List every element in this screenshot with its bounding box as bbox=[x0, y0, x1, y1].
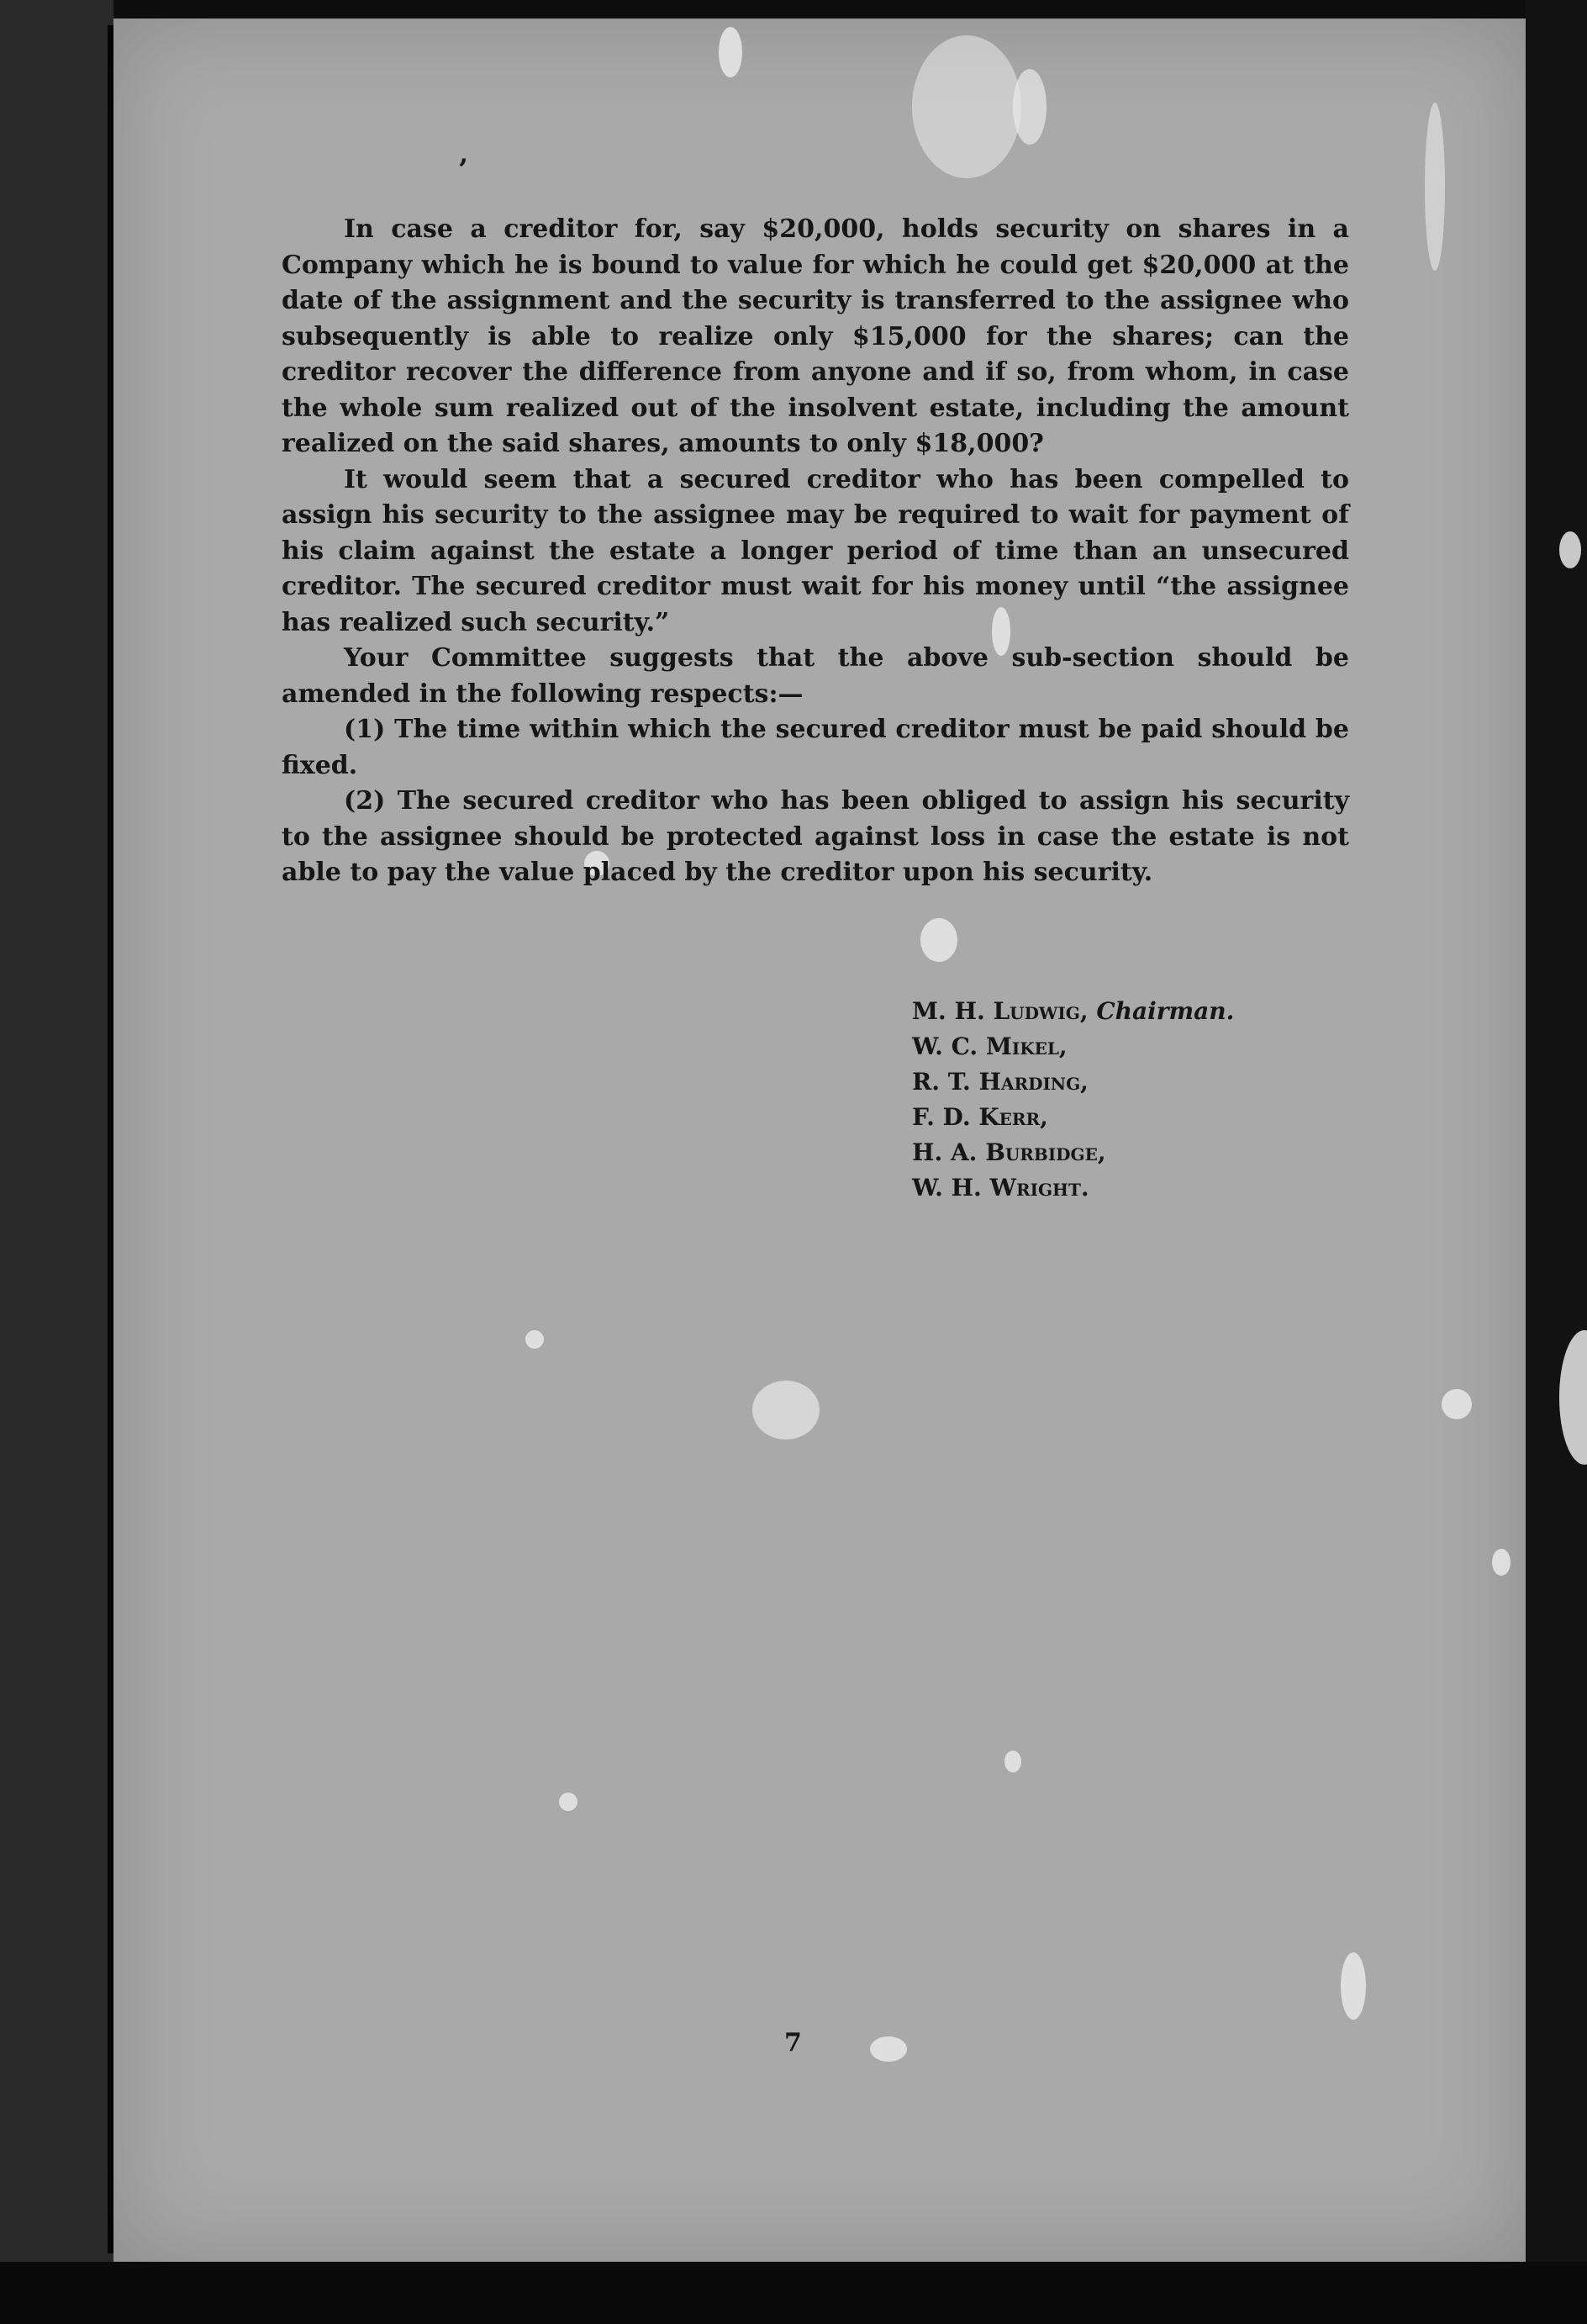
signatory bbox=[912, 1135, 1234, 1170]
paragraph: In case a creditor for, say $20,000, holds security on shares in a Company which he is bound to value for which he could get $20,000 at the date of the assignment and the security is transferred to the assignee who subsequently is able to realize only $15,000 for the shares; can the creditor recover the difference from anyone and if so, from whom, in case the whole sum realized out of the insolvent estate, including the amount realized on the said shares, amounts to only $18,000? bbox=[282, 214, 1349, 458]
signatory bbox=[912, 1029, 1234, 1064]
scan-speck bbox=[870, 2036, 907, 2062]
scan-speck bbox=[559, 1793, 577, 1811]
scan-speck bbox=[1492, 1549, 1511, 1576]
stray-mark: ’ bbox=[458, 153, 468, 187]
scan-speck bbox=[719, 27, 742, 77]
paragraph: Your Committee suggests that the above sub-section should be amended in the following respects:— bbox=[282, 643, 1349, 709]
signatory-surname: Ludwig bbox=[993, 997, 1080, 1025]
signatory-initials: R. T. bbox=[912, 1068, 971, 1096]
scan-frame-top bbox=[0, 0, 1587, 18]
scan-speck bbox=[1559, 531, 1581, 568]
signatory-initials: W. C. bbox=[912, 1033, 978, 1060]
signatory-surname: Mikel, bbox=[985, 1033, 1068, 1060]
paragraph: (2) The secured creditor who has been obliged to assign his security to the assignee should be protected against loss in case the estate is not able to pay the value placed by the creditor upon his security. bbox=[282, 786, 1349, 887]
paragraph: (1) The time within which the secured creditor must be paid should be fixed. bbox=[282, 715, 1349, 780]
signatory-initials: W. H. bbox=[912, 1174, 982, 1202]
scan-speck bbox=[1425, 103, 1445, 271]
paragraph: It would seem that a secured creditor who has been compelled to assign his security to the assignee may be required to wait for payment of his claim against the estate a longer period of time than an unsecured creditor. The secured creditor must wait for his money until “the assignee has realized such security.” bbox=[282, 464, 1349, 637]
scan-frame-bottom bbox=[0, 2262, 1587, 2324]
signatory: M. H. Ludwig, Chairman. bbox=[912, 997, 1235, 1025]
scan-speck bbox=[752, 1381, 820, 1439]
signatory bbox=[912, 1064, 1234, 1100]
scan-speck bbox=[1013, 69, 1047, 145]
scan-frame-right bbox=[1526, 0, 1587, 2324]
signatory-initials: F. D. bbox=[912, 1103, 971, 1131]
signatory bbox=[912, 1100, 1234, 1135]
scan-speck bbox=[525, 1330, 544, 1349]
page-number: 7 bbox=[784, 2028, 802, 2057]
signatory-initials: M. H. bbox=[912, 997, 985, 1025]
signatory-surname: Harding, bbox=[978, 1068, 1089, 1096]
scan-speck bbox=[1341, 1952, 1366, 2020]
signatory-list bbox=[912, 994, 1234, 1206]
body-text bbox=[282, 212, 1349, 891]
scan-speck bbox=[912, 35, 1021, 178]
signatory bbox=[912, 1170, 1234, 1206]
scan-speck bbox=[1442, 1389, 1472, 1419]
signatory-initials: H. A. bbox=[912, 1138, 978, 1166]
signatory-surname: Kerr, bbox=[978, 1103, 1048, 1131]
signatory-surname: Wright. bbox=[989, 1174, 1089, 1202]
document-page bbox=[113, 18, 1526, 2262]
scan-frame-left bbox=[0, 0, 113, 2324]
page-gutter-line bbox=[108, 25, 113, 2253]
signatory-surname: Burbidge, bbox=[985, 1138, 1106, 1166]
signatory-title: Chairman. bbox=[1096, 997, 1235, 1025]
scan-speck bbox=[1004, 1751, 1021, 1772]
scan-speck bbox=[920, 918, 957, 962]
